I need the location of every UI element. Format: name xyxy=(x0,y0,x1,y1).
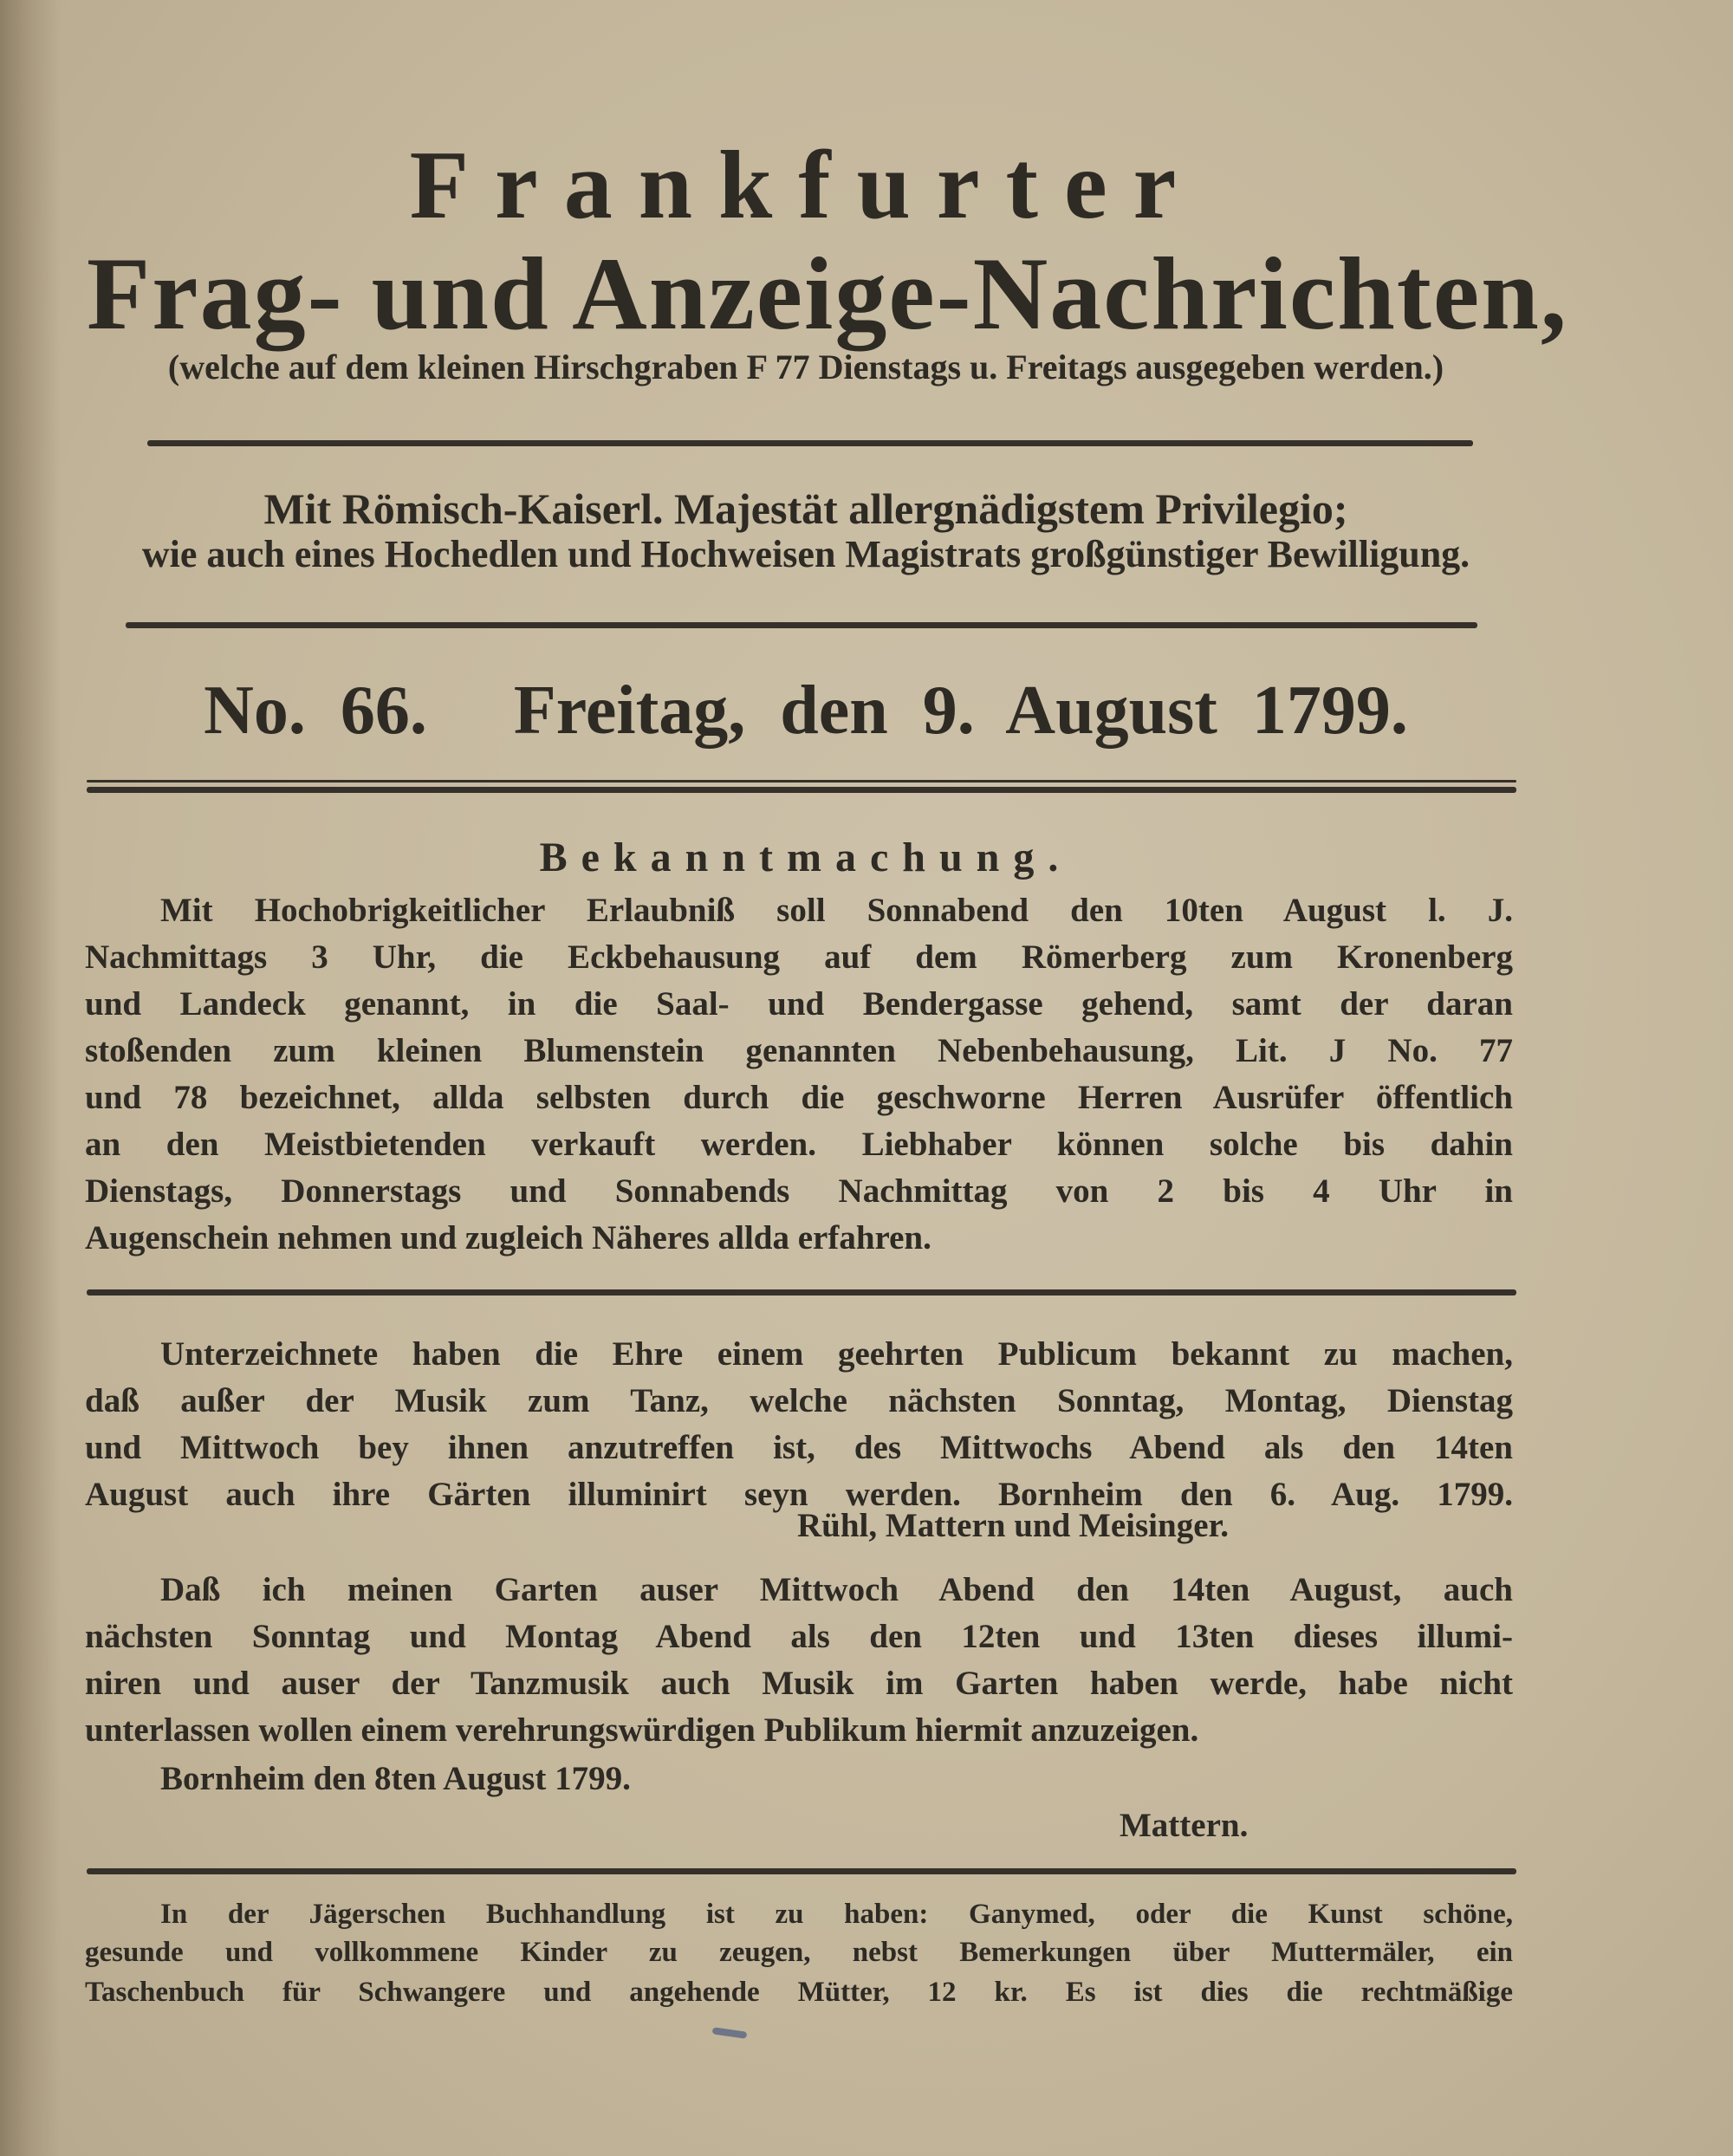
issue-header xyxy=(87,672,1525,750)
notice2-line: und Mittwoch bey ihnen anzutreffen ist, des Mittwochs Abend als den 14ten xyxy=(85,1429,1513,1466)
ink-stain xyxy=(712,2027,748,2038)
notice1-line: an den Meistbietenden verkauft werden. Liebhaber können solche bis dahin xyxy=(85,1126,1513,1163)
notice3-line: unterlassen wollen einem verehrungswürdigen Publikum hiermit anzuzeigen. xyxy=(85,1711,1199,1749)
notice3-place-date: Bornheim den 8ten August 1799. xyxy=(160,1760,631,1797)
notice1-line: stoßenden zum kleinen Blumenstein genannten Nebenbehausung, Lit. J No. 77 xyxy=(85,1032,1513,1069)
divider-rule xyxy=(87,787,1516,793)
notice2-line: daß außer der Musik zum Tanz, welche nächsten Sonntag, Montag, Dienstag xyxy=(85,1382,1513,1419)
notice1-line: Mit Hochobrigkeitlicher Erlaubniß soll Sonnabend den 10ten August l. J. xyxy=(160,892,1513,929)
page-gutter-shadow xyxy=(0,0,61,2156)
notice1-line: und Landeck genannt, in die Saal- und Bendergasse gehend, samt der daran xyxy=(85,985,1513,1023)
notice1-line: Dienstags, Donnerstags und Sonnabends Nachmittag von 2 bis 4 Uhr in xyxy=(85,1172,1513,1210)
notice3-line: Daß ich meinen Garten auser Mittwoch Abend den 14ten August, auch xyxy=(160,1571,1513,1608)
divider-rule xyxy=(126,622,1477,628)
notice2-signature: Rühl, Mattern und Meisinger. xyxy=(797,1507,1229,1544)
privilege-line-2: wie auch eines Hochedlen und Hochweisen Magistrats großgünstiger Bewilligung. xyxy=(141,533,1470,575)
divider-rule xyxy=(147,440,1473,446)
masthead-title-line1: Frankfurter xyxy=(409,132,1203,239)
notice3-line: nächsten Sonntag und Montag Abend als den 12ten und 13ten dieses illumi- xyxy=(85,1618,1513,1655)
notice1-line: und 78 bezeichnet, allda selbsten durch die geschworne Herren Ausrüfer öffentlich xyxy=(85,1079,1513,1116)
privilege-line-1: Mit Römisch-Kaiserl. Majestät allergnädigstem Privilegio; xyxy=(263,484,1348,533)
notice3-line: niren und auser der Tanzmusik auch Musik im Garten haben werde, habe nicht xyxy=(85,1665,1513,1702)
masthead-subtitle: (welche auf dem kleinen Hirschgraben F 77 Dienstags u. Freitags ausgegeben werden.) xyxy=(167,347,1444,386)
notice-heading: Bekanntmachung. xyxy=(539,834,1073,880)
divider-rule xyxy=(87,1868,1516,1874)
notice2-line: August auch ihre Gärten illuminirt seyn werden. Bornheim den 6. Aug. 1799. xyxy=(85,1476,1513,1513)
notice2-line: Unterzeichnete haben die Ehre einem geehrten Publicum bekannt zu machen, xyxy=(160,1335,1513,1373)
issue-number: No. 66. xyxy=(204,672,427,749)
notice4-line: Taschenbuch für Schwangere und angehende Mütter, 12 kr. Es ist dies die rechtmäßige xyxy=(85,1977,1513,2008)
notice3-signature: Mattern. xyxy=(1120,1807,1249,1844)
notice1-line: Nachmittags 3 Uhr, die Eckbehausung auf dem Römerberg zum Kronenberg xyxy=(85,938,1513,976)
masthead-title-line2: Frag- und Anzeige-Nachrichten, xyxy=(87,236,1568,351)
divider-rule xyxy=(87,780,1516,783)
divider-rule xyxy=(87,1289,1516,1296)
issue-date: Freitag, den 9. August 1799. xyxy=(513,672,1408,749)
notice4-line: gesunde und vollkommene Kinder zu zeugen, nebst Bemerkungen über Muttermäler, ein xyxy=(85,1937,1513,1968)
notice4-line: In der Jägerschen Buchhandlung ist zu haben: Ganymed, oder die Kunst schöne, xyxy=(160,1899,1513,1930)
notice1-line: Augenschein nehmen und zugleich Näheres allda erfahren. xyxy=(85,1219,931,1257)
